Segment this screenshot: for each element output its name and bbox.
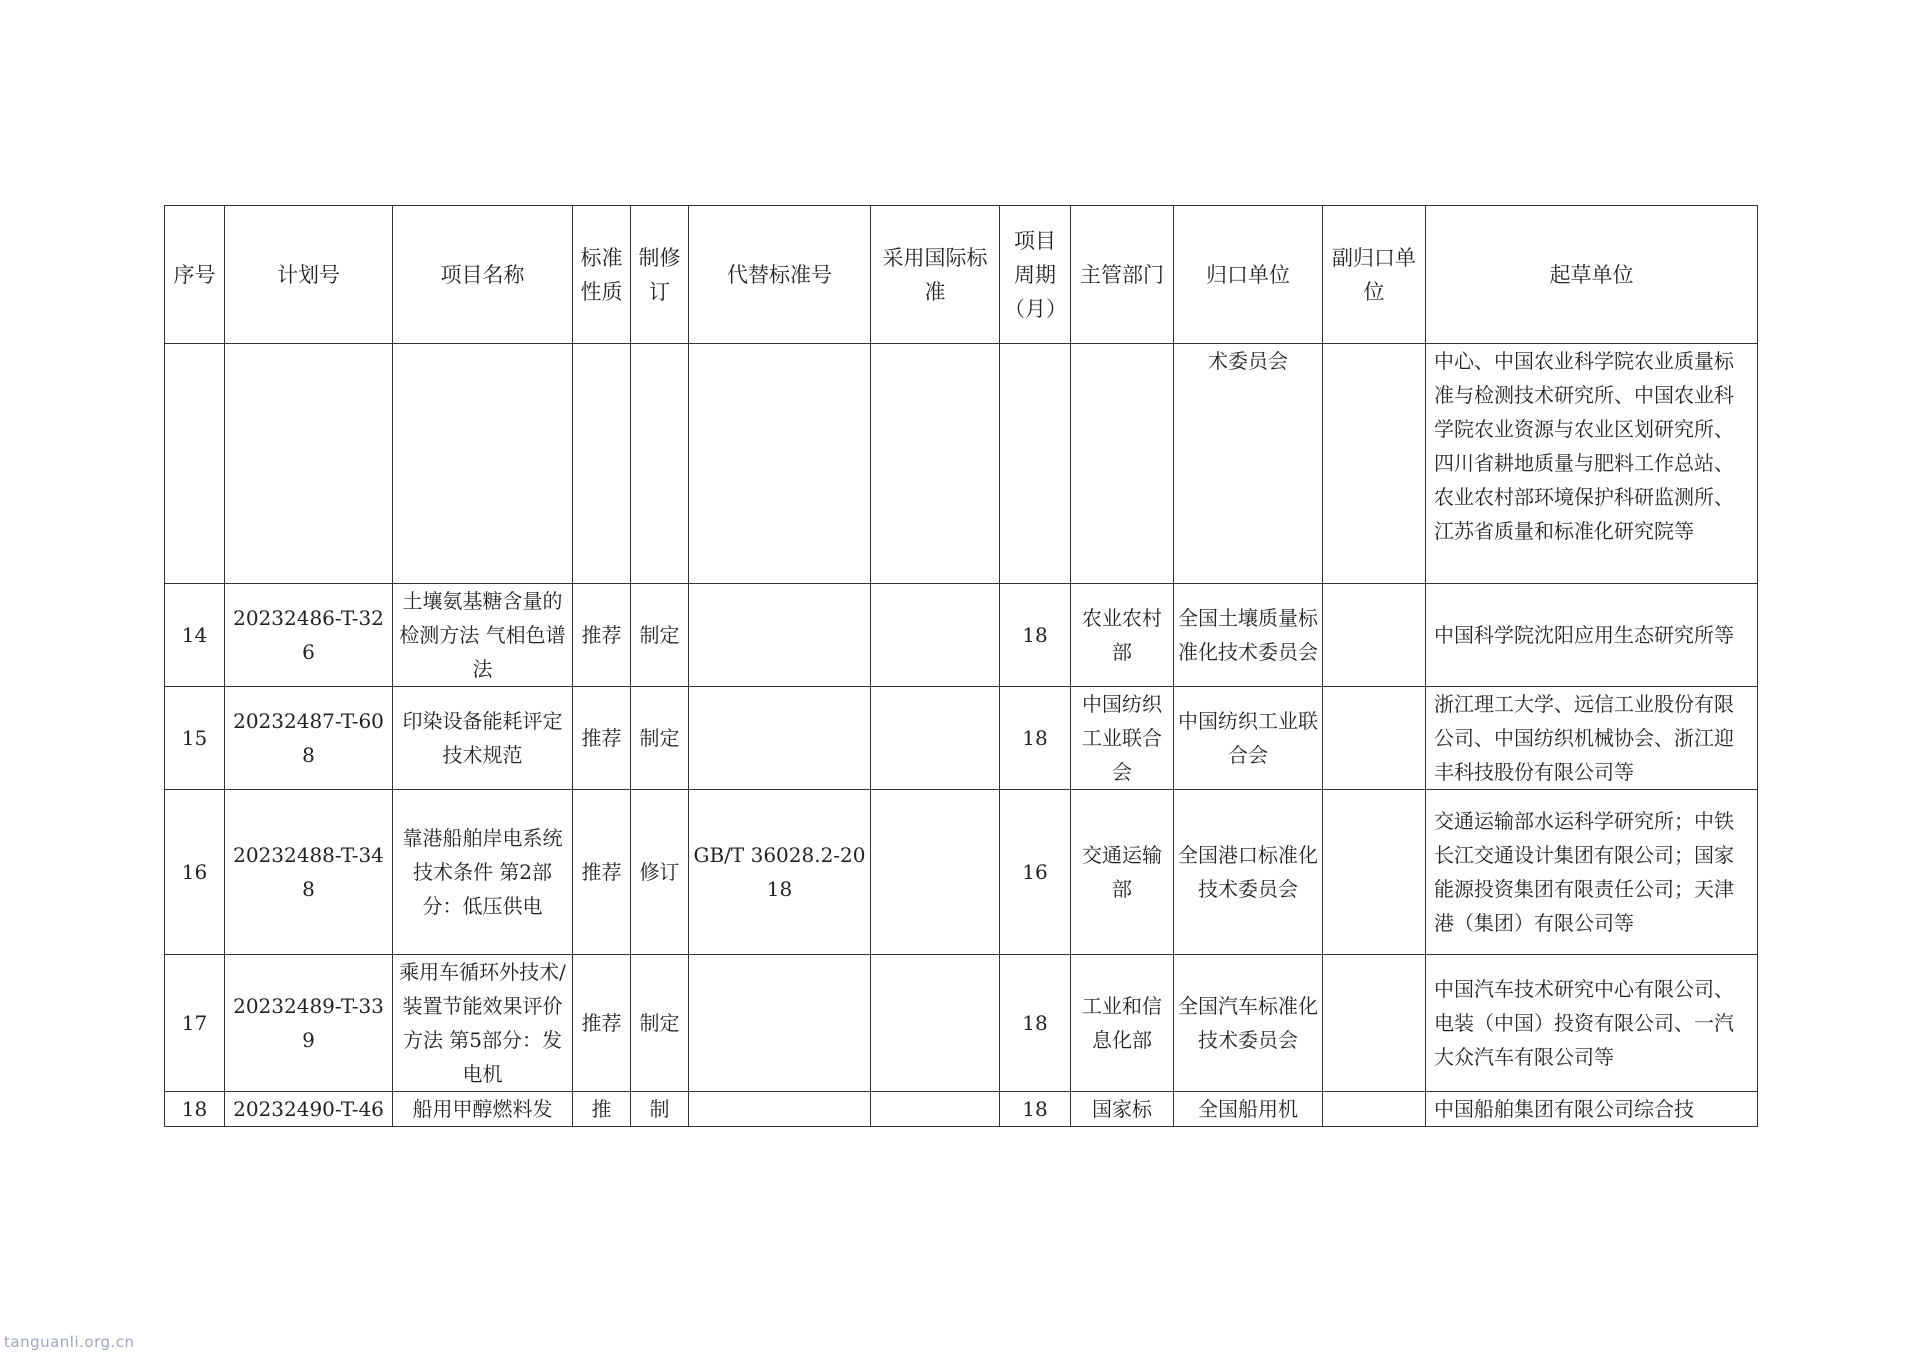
cell-seq: 14 [165,584,225,687]
cell-central-unit: 术委员会 [1174,344,1323,584]
cell-std-nature: 推荐 [573,687,631,790]
cell-period: 18 [1000,1092,1071,1127]
cell-seq: 16 [165,790,225,955]
cell-plan-no: 20232487-T-608 [225,687,393,790]
cell-seq [165,344,225,584]
cell-central-unit: 全国汽车标准化技术委员会 [1174,955,1323,1092]
cell-project-name: 乘用车循环外技术/装置节能效果评价方法 第5部分：发电机 [393,955,573,1092]
cell-sub-central-unit [1323,344,1426,584]
cell-period: 18 [1000,584,1071,687]
cell-dept: 中国纺织工业联合会 [1071,687,1174,790]
cell-drafter: 中国汽车技术研究中心有限公司、电装（中国）投资有限公司、一汽大众汽车有限公司等 [1426,955,1758,1092]
cell-revision: 制定 [631,584,689,687]
cell-project-name: 靠港船舶岸电系统技术条件 第2部分：低压供电 [393,790,573,955]
cell-intl-std [871,790,1000,955]
cell-drafter: 交通运输部水运科学研究所；中铁长江交通设计集团有限公司；国家能源投资集团有限责任公司；天津港（集团）有限公司等 [1426,790,1758,955]
cell-central-unit: 中国纺织工业联合会 [1174,687,1323,790]
cell-intl-std [871,687,1000,790]
cell-sub-central-unit [1323,1092,1426,1127]
cell-replace-std [689,955,871,1092]
cell-replace-std [689,687,871,790]
header-project-name: 项目名称 [393,206,573,344]
standards-plan-table [164,205,1758,1127]
cell-project-name: 船用甲醇燃料发 [393,1092,573,1127]
header-dept: 主管部门 [1071,206,1174,344]
cell-period: 16 [1000,790,1071,955]
cell-plan-no [225,344,393,584]
cell-sub-central-unit [1323,790,1426,955]
table-header [165,206,1758,344]
header-std-nature: 标准性质 [573,206,631,344]
header-intl-std: 采用国际标准 [871,206,1000,344]
cell-central-unit: 全国船用机 [1174,1092,1323,1127]
cell-drafter: 浙江理工大学、远信工业股份有限公司、中国纺织机械协会、浙江迎丰科技股份有限公司等 [1426,687,1758,790]
header-revision: 制修订 [631,206,689,344]
cell-sub-central-unit [1323,955,1426,1092]
cell-replace-std [689,584,871,687]
cell-std-nature: 推 [573,1092,631,1127]
header-sub-central-unit: 副归口单位 [1323,206,1426,344]
cell-intl-std [871,344,1000,584]
cell-seq: 18 [165,1092,225,1127]
cell-plan-no: 20232489-T-339 [225,955,393,1092]
cell-dept: 国家标 [1071,1092,1174,1127]
header-seq: 序号 [165,206,225,344]
header-period: 项目周期（月） [1000,206,1071,344]
header-central-unit: 归口单位 [1174,206,1323,344]
table-row [165,1092,1758,1127]
header-row [165,206,1758,344]
cell-project-name: 印染设备能耗评定技术规范 [393,687,573,790]
cell-replace-std [689,1092,871,1127]
cell-intl-std [871,1092,1000,1127]
table-row [165,790,1758,955]
cell-project-name: 土壤氨基糖含量的检测方法 气相色谱法 [393,584,573,687]
cell-central-unit: 全国港口标准化技术委员会 [1174,790,1323,955]
cell-seq: 17 [165,955,225,1092]
cell-drafter: 中国科学院沈阳应用生态研究所等 [1426,584,1758,687]
cell-revision [631,344,689,584]
cell-std-nature: 推荐 [573,584,631,687]
table-row [165,687,1758,790]
cell-replace-std: GB/T 36028.2-2018 [689,790,871,955]
cell-period: 18 [1000,687,1071,790]
cell-period [1000,344,1071,584]
header-plan-no: 计划号 [225,206,393,344]
table-row-continued [165,344,1758,584]
cell-seq: 15 [165,687,225,790]
cell-plan-no: 20232490-T-46 [225,1092,393,1127]
cell-intl-std [871,584,1000,687]
cell-drafter: 中国船舶集团有限公司综合技 [1426,1092,1758,1127]
cell-std-nature [573,344,631,584]
cell-sub-central-unit [1323,584,1426,687]
cell-revision: 修订 [631,790,689,955]
cell-plan-no: 20232488-T-348 [225,790,393,955]
cell-revision: 制 [631,1092,689,1127]
cell-dept [1071,344,1174,584]
cell-intl-std [871,955,1000,1092]
table-row [165,955,1758,1092]
cell-plan-no: 20232486-T-326 [225,584,393,687]
cell-revision: 制定 [631,955,689,1092]
cell-drafter: 中心、中国农业科学院农业质量标准与检测技术研究所、中国农业科学院农业资源与农业区划研究所、四川省耕地质量与肥料工作总站、农业农村部环境保护科研监测所、江苏省质量和标准化研究院等 [1426,344,1758,584]
table-row [165,584,1758,687]
cell-dept: 农业农村部 [1071,584,1174,687]
cell-project-name [393,344,573,584]
site-watermark: tanguanli.org.cn [4,1333,135,1351]
cell-sub-central-unit [1323,687,1426,790]
cell-dept: 交通运输部 [1071,790,1174,955]
cell-replace-std [689,344,871,584]
header-drafter: 起草单位 [1426,206,1758,344]
header-replace-std: 代替标准号 [689,206,871,344]
cell-std-nature: 推荐 [573,955,631,1092]
cell-revision: 制定 [631,687,689,790]
cell-central-unit: 全国土壤质量标准化技术委员会 [1174,584,1323,687]
cell-dept: 工业和信息化部 [1071,955,1174,1092]
table-body [165,344,1758,1127]
cell-period: 18 [1000,955,1071,1092]
cell-std-nature: 推荐 [573,790,631,955]
